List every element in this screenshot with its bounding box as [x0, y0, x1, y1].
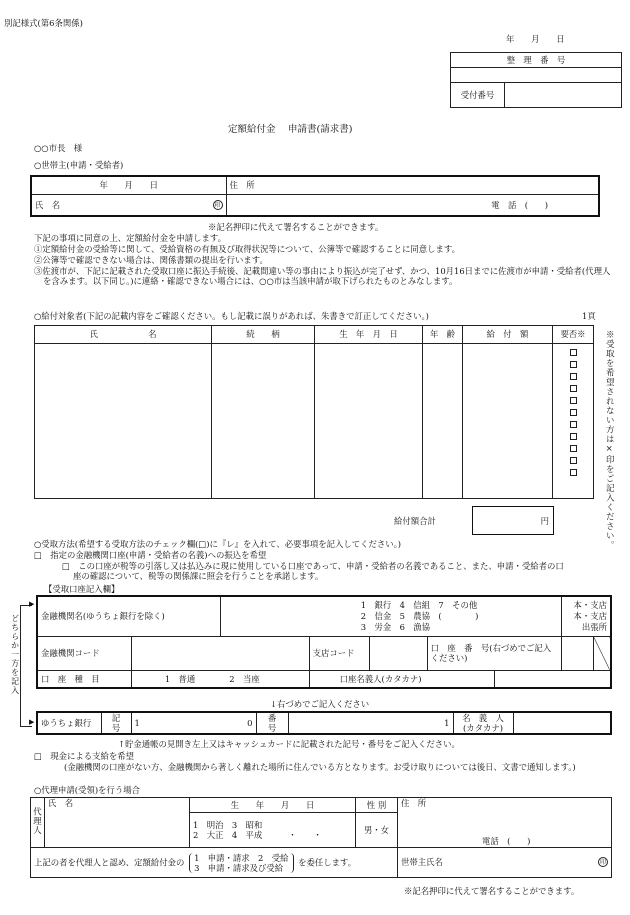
bango-label: 番 号	[256, 712, 288, 734]
proxy-table	[30, 797, 612, 878]
address-field[interactable]: 住 所	[226, 176, 599, 194]
recipient-relation-cell[interactable]	[212, 344, 315, 499]
arrow-right-icon: ▶	[29, 718, 35, 726]
agent-sex-label: 性 別	[356, 798, 398, 813]
consent-1: ①定額給付金の受給等に関して、受給資格の有無及び取得状況等について、公簿等で確認することに同意します。	[34, 244, 460, 254]
setai-label: ○世帯主(申請・受給者)	[34, 160, 124, 170]
phone-field[interactable]: 電 話 ( )	[226, 194, 599, 216]
yucho-note: ↑貯金通帳の見開き左上又はキャッシュカードに記載された記号・番号をご記入ください。	[118, 739, 460, 749]
agent-birth-field[interactable]: 1 明治 3 昭和 2 大正 4 平成 ・ ・	[190, 813, 356, 848]
option-bank-consent[interactable]: □ この口座が税等の引落し又は払込みに現に使用している口座であって、申請・受給者の名義であること、また、申請・受給者の口座の確認について、税等の関係課に照会を行うことを承諾します。	[62, 561, 564, 582]
seal-icon: 印	[214, 201, 221, 209]
yucho-table	[36, 711, 612, 735]
agent-birth-label: 生 年 月 日	[190, 798, 356, 813]
acct-no-field[interactable]	[562, 636, 593, 670]
need-checkbox[interactable]	[570, 433, 577, 440]
acct-type-options[interactable]: 1 普通 2 当座	[131, 670, 309, 688]
bango-field[interactable]: 1	[288, 712, 453, 734]
option-cash-note: (金融機関の口座がない方、金融機関から著しく離れた場所に住んでいる方となります。お受け取りについては後日、文書で通知します。)	[64, 762, 576, 772]
kigo-field[interactable]: 1 0	[131, 712, 256, 734]
bank-section: 【受取口座記入欄】	[44, 584, 120, 594]
need-checkbox[interactable]	[570, 457, 577, 464]
need-checkbox[interactable]	[570, 409, 577, 416]
agent-sex-field[interactable]: 男・女	[356, 813, 398, 848]
recipient-birth-cell[interactable]	[315, 344, 423, 499]
office-use-box	[450, 52, 622, 108]
bank-type-options[interactable]: 1 銀行 4 信組 7 その他 2 信金 5 農協 ( ) 3 労金 6 漁協	[220, 596, 562, 636]
recipient-name-cell[interactable]	[35, 344, 212, 499]
option-cash[interactable]: □ 現金による支給を希望	[34, 751, 135, 761]
need-checkbox[interactable]	[570, 361, 577, 368]
agent-name-field[interactable]: 氏 名	[45, 798, 190, 848]
bank-table	[36, 595, 612, 689]
acct-type-label: 口 座 種 目	[37, 670, 131, 688]
col-age: 年 齢	[423, 326, 463, 344]
method-label: ○受取方法(希望する受取方法のチェック欄(□)に『レ』を入れて、必要事項を記入してください。)	[34, 539, 402, 549]
side-note: ※受取を希望されない方は×印をご記入ください。	[604, 330, 615, 550]
kigo-label: 記 号	[101, 712, 131, 734]
need-checkbox[interactable]	[570, 445, 577, 452]
total-label: 給付額合計	[394, 516, 436, 526]
delegation-row[interactable]: 上記の者を代理人と認め、定額給付金の 1 申請・請求 2 受給 3 申請・請求及び受給 を委任します。	[31, 848, 398, 878]
consent-2: ②公簿等で確認できない場合は、関係書類の提出を行います。	[34, 255, 268, 265]
col-need: 要否※	[553, 326, 594, 344]
seal-icon: 印	[599, 859, 606, 867]
holder-field[interactable]	[495, 670, 611, 688]
yen-label: 円	[540, 516, 549, 526]
consent-0: 下記の事項に同意の上、定額給付金を申請します。	[34, 233, 226, 243]
need-checkbox[interactable]	[570, 385, 577, 392]
col-amount: 給 付 額	[463, 326, 553, 344]
need-checkbox[interactable]	[570, 421, 577, 428]
holder-label: 口座名義人(カタカナ)	[309, 670, 494, 688]
consent-3: ③佐渡市が、下記に記載された受取口座に振込手続後、記載間違い等の事由により振込が完了せず、かつ、10月16日までに佐渡市が申請・受給者(代理人を含みます。以下同じ。)に連絡・確認できない場合には、○○市は当該申請が取下げられたものとみなします。	[34, 266, 611, 287]
agent-label: 代理人	[31, 798, 45, 848]
arrow-right-icon: ▶	[29, 600, 35, 608]
total-box[interactable]	[472, 506, 554, 535]
proxy-label: ○代理申請(受領)を行う場合	[34, 785, 140, 795]
sig-note-bottom: ※記名押印に代えて署名することができます。	[404, 886, 580, 896]
recipient-amount-cell[interactable]	[463, 344, 553, 499]
birth-date-field[interactable]: 年 月 日	[31, 176, 226, 194]
either-bracket	[20, 605, 35, 727]
sig-note: ※記名押印に代えて署名することができます。	[208, 222, 384, 232]
recipient-age-cell[interactable]	[423, 344, 463, 499]
form-title: 定額給付金 申請書(請求書)	[228, 124, 353, 135]
branch-code-field[interactable]	[369, 636, 427, 670]
need-checkbox[interactable]	[570, 373, 577, 380]
branch-code-label: 支店コード	[309, 636, 369, 670]
need-checkbox[interactable]	[570, 397, 577, 404]
agent-address-field[interactable]: 住 所 電話 ( )	[398, 798, 612, 848]
acct-no-label: 口 座 番 号(右づめでご記入ください)	[427, 636, 562, 670]
head-name-field[interactable]: 世帯主氏名 印	[398, 848, 612, 878]
seiri-number-field[interactable]	[451, 68, 622, 83]
slash-cell	[593, 636, 611, 670]
bank-code-label: 金融機関コード	[37, 636, 131, 670]
seiri-number-label: 整 理 番 号	[451, 53, 622, 68]
recipients-table	[34, 325, 594, 499]
yucho-holder-field[interactable]	[513, 712, 611, 734]
recipients-label: ○給付対象者(下記の記載内容をご確認ください。もし記載に誤りがあれば、朱書きで訂正してください。)	[34, 311, 429, 321]
form-label: 別記様式(第6条関係)	[4, 18, 83, 28]
need-checkboxes	[553, 344, 594, 499]
col-relation: 続 柄	[212, 326, 315, 344]
name-field[interactable]: 氏 名	[35, 199, 61, 210]
yucho-label: ゆうちょ銀行	[37, 712, 101, 734]
yucho-holder-label: 名 義 人(カタカナ)	[453, 712, 513, 734]
bank-name-label: 金融機関名(ゆうちょ銀行を除く)	[37, 596, 220, 636]
right-align-note: ↓右づめでご記入ください	[270, 699, 370, 709]
delegation-options[interactable]: 1 申請・請求 2 受給 3 申請・請求及び受給	[189, 853, 293, 873]
need-checkbox[interactable]	[570, 349, 577, 356]
branch-type-options[interactable]: 本・支店 本・支店 出張所	[562, 596, 611, 636]
uketsuke-label: 受付番号	[451, 83, 505, 108]
either-note: どちらか一方を記入	[10, 614, 20, 695]
need-checkbox[interactable]	[570, 469, 577, 476]
applicant-box	[30, 175, 600, 217]
date-top: 年 月 日	[506, 34, 565, 44]
addressee: ○○市長 様	[34, 143, 83, 153]
bank-code-field[interactable]	[131, 636, 309, 670]
uketsuke-field[interactable]	[505, 83, 622, 108]
col-name: 氏 名	[35, 326, 212, 344]
page-number: 1頁	[582, 311, 596, 321]
option-bank[interactable]: □ 指定の金融機関口座(申請・受給者の名義)への振込を希望	[34, 550, 267, 560]
col-birthdate: 生 年 月 日	[315, 326, 423, 344]
